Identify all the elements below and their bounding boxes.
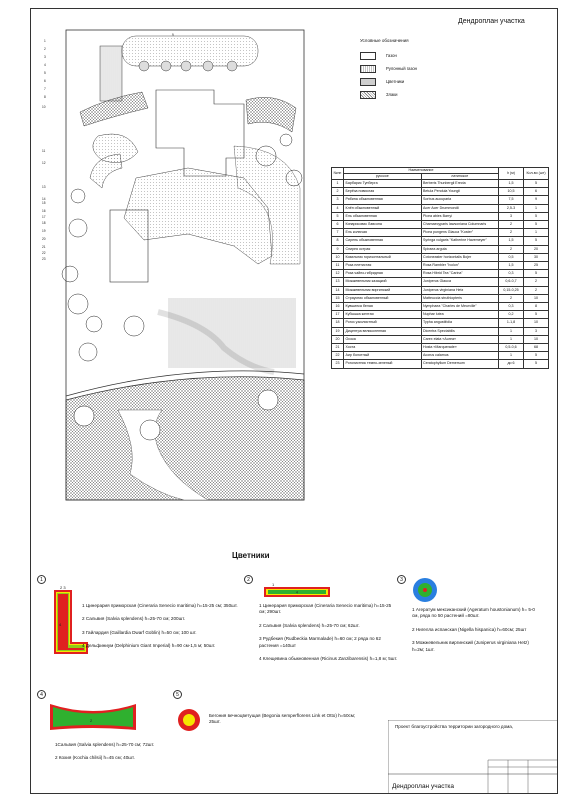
row-height: 1,5 <box>499 180 524 188</box>
row-russian-name: Ель обыкновенная <box>344 212 422 220</box>
row-russian-name: Роза плетистая <box>344 262 422 270</box>
row-number: 22 <box>332 352 344 360</box>
row-height: 0,6-0,7 <box>499 278 524 286</box>
table-row <box>332 221 549 229</box>
row-latin-name: Acorus calamus <box>421 352 499 360</box>
right-hedge <box>246 97 296 132</box>
row-height: 7,5 <box>499 196 524 204</box>
flowerbed-1-number: 1 <box>37 575 46 584</box>
table-body <box>332 180 549 369</box>
svg-text:18: 18 <box>42 221 46 225</box>
row-quantity: 5 <box>524 352 549 360</box>
svg-text:8: 8 <box>44 95 46 99</box>
svg-text:3: 3 <box>44 55 46 59</box>
row-russian-name: Можжевельник виргинский <box>344 286 422 294</box>
row-height: до 6 <box>499 360 524 368</box>
row-latin-name: Juniperus virginiana Hetz <box>421 286 499 294</box>
row-number: 3 <box>332 196 344 204</box>
row-height: 2 <box>499 294 524 302</box>
flowerbed-3-diagram <box>412 577 438 603</box>
row-height: 2 <box>499 245 524 253</box>
legend-item-grass <box>360 88 540 101</box>
table-row <box>332 286 549 294</box>
row-height: 1 <box>499 335 524 343</box>
row-russian-name: Страусник обыкновенный <box>344 294 422 302</box>
svg-text:2 3: 2 3 <box>60 586 66 590</box>
flowerbed-5-number: 5 <box>173 690 182 699</box>
flowerbed-5-item: Бегония вечноцветущая (Begonia semperflorens Link et Otto) h=50см; 25шт. <box>209 713 356 725</box>
table-row <box>332 204 549 212</box>
flowerbed-1-item: 2 Сальвия (Salvia splendens) h=25-70 см; 200шт. <box>82 616 186 622</box>
svg-text:1: 1 <box>44 39 46 43</box>
crescent-bed <box>90 154 122 188</box>
row-quantity: 6 <box>524 188 549 196</box>
row-quantity: 2 <box>524 278 549 286</box>
flowerbed-2-list <box>259 603 399 669</box>
site-plan-drawing <box>38 28 322 548</box>
row-height: 0,15-0,25 <box>499 286 524 294</box>
flowerbed-1-item: 4 Дельфиниум (Delphinium Giant Imperial) h=90 см-1,5 м; 50шт. <box>82 643 216 649</box>
svg-text:14: 14 <box>42 197 46 201</box>
header-no: №пп <box>332 168 344 180</box>
table-row <box>332 196 549 204</box>
flowerbed-1-list <box>82 603 247 657</box>
row-quantity: 8 <box>524 303 549 311</box>
flowerbed-4-list <box>55 742 215 769</box>
table-row <box>332 229 549 237</box>
row-latin-name: Chamaecyparis lawsoniana Columnaris <box>421 221 499 229</box>
svg-text:2: 2 <box>90 718 93 723</box>
svg-text:5: 5 <box>44 71 46 75</box>
flowerbed-4-number: 4 <box>37 690 46 699</box>
svg-text:16: 16 <box>42 209 46 213</box>
row-russian-name: Рябина обыкновенная <box>344 196 422 204</box>
row-quantity: 1 <box>524 229 549 237</box>
row-russian-name: Кувшинка белая <box>344 303 422 311</box>
table-row <box>332 270 549 278</box>
row-latin-name: Carex elata «Aurea» <box>421 335 499 343</box>
row-number: 16 <box>332 303 344 311</box>
row-number: 18 <box>332 319 344 327</box>
flowerbed-2-item: 4 Клещевина обыкновенная (Ricinus Zanzibarensis) h=1,8 м; 5шт. <box>259 656 398 662</box>
row-russian-name: Аир болотный <box>344 352 422 360</box>
row-russian-name: Хоста <box>344 344 422 352</box>
row-number: 6 <box>332 221 344 229</box>
flowerbed-2-number: 2 <box>244 575 253 584</box>
row-quantity: 5 <box>524 237 549 245</box>
row-quantity: 5 <box>524 212 549 220</box>
table-row <box>332 311 549 319</box>
row-quantity: 3 <box>524 327 549 335</box>
table-row <box>332 245 549 253</box>
row-height: 3 <box>499 212 524 220</box>
row-number: 19 <box>332 327 344 335</box>
row-russian-name: Сирень обыкновенная <box>344 237 422 245</box>
row-quantity: 10 <box>524 335 549 343</box>
svg-text:6: 6 <box>44 79 46 83</box>
row-height: 2 <box>499 221 524 229</box>
flowerbed-3-item: 1 Агератум мексиканский (Ageratum houstonianum) h= 5-0 см, ряда по 50 растений =80шт. <box>412 607 535 619</box>
table-row <box>332 212 549 220</box>
row-quantity: 68 <box>524 344 549 352</box>
flowerbed-4-item: 2 Кохия (Kochia chilsii) h=45 см; 40шт. <box>55 755 135 761</box>
row-latin-name: Rosa Hibrid Tea "Carina" <box>421 270 499 278</box>
row-quantity: 5 <box>524 270 549 278</box>
flowerbed-3-list <box>412 607 542 660</box>
row-quantity: 5 <box>524 311 549 319</box>
sheet-title: Дендроплан участка <box>458 18 525 25</box>
table-row <box>332 294 549 302</box>
row-quantity: 5 <box>524 180 549 188</box>
title-block-sheet-name: Дендроплан участка <box>392 783 455 790</box>
row-height: 10,5 <box>499 188 524 196</box>
roll-lawn-swatch-icon <box>360 65 376 73</box>
svg-text:10: 10 <box>42 105 46 109</box>
row-number: 2 <box>332 188 344 196</box>
row-height: 0,5 <box>499 253 524 261</box>
svg-text:2: 2 <box>44 47 46 51</box>
row-russian-name: Роголистник темно-зеленый <box>344 360 422 368</box>
row-number: 23 <box>332 360 344 368</box>
row-number: 9 <box>332 245 344 253</box>
flowerbed-2-item: 1 Цинерария приморская (Cineraria Senecio maritima) h=15-25 см; 290шт. <box>259 603 392 615</box>
svg-text:9: 9 <box>172 33 174 37</box>
svg-text:12: 12 <box>42 161 46 165</box>
row-height: 0,3 <box>499 303 524 311</box>
row-number: 1 <box>332 180 344 188</box>
row-russian-name: Можжевельник казацкий <box>344 278 422 286</box>
row-quantity: 1 <box>524 204 549 212</box>
table-row <box>332 188 549 196</box>
row-quantity: 9 <box>524 196 549 204</box>
row-height: 1,5 <box>499 262 524 270</box>
row-quantity: 30 <box>524 253 549 261</box>
legend-item-roll-lawn <box>360 62 540 75</box>
legend-label: Газон <box>386 53 397 58</box>
row-quantity: 5 <box>524 360 549 368</box>
site-plan <box>38 28 322 548</box>
row-russian-name: Рогоз узколистный <box>344 319 422 327</box>
table-row <box>332 237 549 245</box>
row-russian-name: Кипарисовик Лавсона <box>344 221 422 229</box>
row-russian-name: Кубышка желтая <box>344 311 422 319</box>
svg-text:22: 22 <box>42 251 46 255</box>
row-number: 21 <box>332 344 344 352</box>
svg-text:21: 21 <box>42 245 46 249</box>
svg-text:11: 11 <box>42 149 46 153</box>
row-number: 7 <box>332 229 344 237</box>
flowerbed-2-item: 3 Рудбекия (Rudbeckia Marmalade) h=60 см; 2 ряда по 62 растения =140шт <box>259 636 381 648</box>
row-latin-name: Berberis Thunbergii Erecta <box>421 180 499 188</box>
row-height: 1 <box>499 352 524 360</box>
row-latin-name: Spiraea arguta <box>421 245 499 253</box>
row-number: 20 <box>332 335 344 343</box>
table-row <box>332 278 549 286</box>
table-row <box>332 352 549 360</box>
row-russian-name: Дицентра великолепная <box>344 327 422 335</box>
row-quantity: 10 <box>524 294 549 302</box>
plant-table <box>331 167 549 369</box>
table-row <box>332 253 549 261</box>
row-number: 10 <box>332 253 344 261</box>
grass-swatch-icon <box>360 91 376 99</box>
svg-text:23: 23 <box>42 257 46 261</box>
row-russian-name: Берёза повислая <box>344 188 422 196</box>
header-latin: латинское <box>421 174 499 180</box>
legend-item-lawn <box>360 49 540 62</box>
row-height: 0,5-0,6 <box>499 344 524 352</box>
flowerbed-2-diagram <box>262 581 332 599</box>
table-row <box>332 262 549 270</box>
svg-text:15: 15 <box>42 201 46 205</box>
row-quantity: 5 <box>524 221 549 229</box>
row-latin-name: Juniperus Glauca <box>421 278 499 286</box>
row-latin-name: Dicentra Spectabilis <box>421 327 499 335</box>
table-row <box>332 344 549 352</box>
row-number: 15 <box>332 294 344 302</box>
legend-label: Рулонный газон <box>386 66 417 71</box>
row-number: 13 <box>332 278 344 286</box>
row-number: 14 <box>332 286 344 294</box>
row-russian-name: Роза чайно-гибридная <box>344 270 422 278</box>
flowerbed-swatch-icon <box>360 78 376 86</box>
svg-text:20: 20 <box>42 237 46 241</box>
row-height: 1,5 <box>499 237 524 245</box>
row-latin-name: Hosta «Marquerade» <box>421 344 499 352</box>
row-latin-name: Betula Pendula Youngii <box>421 188 499 196</box>
row-height: 2 <box>499 229 524 237</box>
legend-item-flowerbeds <box>360 75 540 88</box>
header-height: h (м) <box>499 168 524 180</box>
row-latin-name: Sorbus aucuparia <box>421 196 499 204</box>
header-qty: Кол-во (шт) <box>524 168 549 180</box>
row-height: 2,5-3 <box>499 204 524 212</box>
flowerbeds-heading: Цветники <box>232 551 270 560</box>
row-latin-name: Nymphaea "Charles de Meurville" <box>421 303 499 311</box>
lawn-swatch-icon <box>360 52 376 60</box>
svg-text:13: 13 <box>42 185 46 189</box>
row-number: 5 <box>332 212 344 220</box>
legend-label: Злаки <box>386 92 398 97</box>
svg-text:17: 17 <box>42 215 46 219</box>
flowerbed-4-item: 1Сальвия (Salvia splendens) h=25-70 см; 72шт. <box>55 742 155 747</box>
header-name: Наименование <box>344 168 499 174</box>
table-row <box>332 327 549 335</box>
left-bed <box>100 46 122 101</box>
flowerbed-1-item: 3 Гайлардия (Gaillardia Dwarf Goblin) h=50 см; 100 шт. <box>82 629 197 635</box>
svg-text:4: 4 <box>59 622 62 627</box>
row-russian-name: Ель колючая <box>344 229 422 237</box>
row-latin-name: Nuphar lutea <box>421 311 499 319</box>
svg-text:7: 7 <box>44 87 46 91</box>
row-number: 12 <box>332 270 344 278</box>
row-number: 11 <box>332 262 344 270</box>
table-row <box>332 303 549 311</box>
row-latin-name: Acer Acer Drummondii <box>421 204 499 212</box>
row-russian-name: Клён обыкновенный <box>344 204 422 212</box>
header-russian: русское <box>344 174 422 180</box>
row-russian-name: Кизильник горизонтальный <box>344 253 422 261</box>
flowerbed-5-list <box>209 713 359 733</box>
row-russian-name: Барбарис Тунберга <box>344 180 422 188</box>
table-row <box>332 319 549 327</box>
table-row <box>332 360 549 368</box>
row-height: 1-1,8 <box>499 319 524 327</box>
row-latin-name: Syringa vulgaris "Katherine Havemeyer" <box>421 237 499 245</box>
row-latin-name: Rosa Rambler "Ivolon" <box>421 262 499 270</box>
row-latin-name: Typha angustifolia <box>421 319 499 327</box>
row-latin-name: Picea abies Barryi <box>421 212 499 220</box>
row-number: 8 <box>332 237 344 245</box>
house-outline <box>156 90 244 176</box>
row-number: 4 <box>332 204 344 212</box>
row-number: 17 <box>332 311 344 319</box>
table-row <box>332 180 549 188</box>
row-latin-name: Picea pungens Glauca "Koster" <box>421 229 499 237</box>
svg-text:4: 4 <box>296 590 298 595</box>
svg-text:4: 4 <box>44 63 46 67</box>
flowerbed-5-diagram <box>177 708 201 732</box>
legend-title: Условные обозначения <box>360 38 409 43</box>
flowerbed-4-diagram <box>48 700 138 734</box>
row-quantity: 20 <box>524 245 549 253</box>
row-height: 0,2 <box>499 311 524 319</box>
row-russian-name: Спирея острая <box>344 245 422 253</box>
flowerbed-2-item: 2 Сальвия (Salvia splendens) h=25-70 см; 62шт. <box>259 622 360 628</box>
legend <box>360 38 540 101</box>
title-block-project: Проект благоустройства территории загородного дома, <box>395 724 514 729</box>
row-height: 1 <box>499 327 524 335</box>
table-row <box>332 335 549 343</box>
flowerbed-3-number: 3 <box>397 575 406 584</box>
row-latin-name: Cotoneaster horizontalis Bojer <box>421 253 499 261</box>
svg-text:19: 19 <box>42 229 46 233</box>
row-quantity: 25 <box>524 262 549 270</box>
row-latin-name: Ceratophyllum Demersum <box>421 360 499 368</box>
row-latin-name: Matteuccia struthiopteris <box>421 294 499 302</box>
svg-text:1: 1 <box>272 582 275 587</box>
flowerbed-3-item: 2 Нигелла испанская (Nigella hispanica) h=60см; 25шт <box>412 626 527 632</box>
flowerbed-1-item: 1 Цинерария приморская (Cineraria Senecio maritima) h=15-25 см; 350шт. <box>82 603 238 608</box>
row-height: 0,3 <box>499 270 524 278</box>
row-quantity: 10 <box>524 319 549 327</box>
row-russian-name: Осока <box>344 335 422 343</box>
flowerbed-3-item: 3 Можжевельник виргинский (Juniperus virginiana Hetz) h=2м; 1шт. <box>412 640 529 652</box>
legend-label: Цветники <box>386 79 405 84</box>
row-quantity: 2 <box>524 286 549 294</box>
